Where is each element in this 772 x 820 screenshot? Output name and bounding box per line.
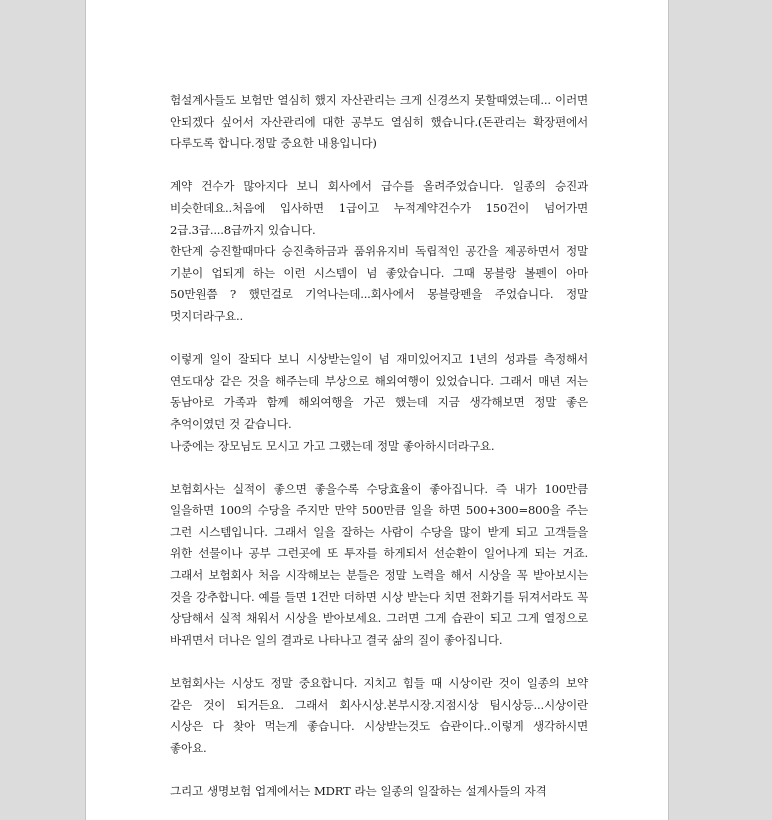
paragraph-mdrt: 그리고 생명보험 업계에서는 MDRT 라는 일종의 일잘하는 설계사들의 자격	[170, 784, 547, 798]
paragraph-commission-efficiency: 보험회사는 실적이 좋으면 좋을수록 수당효율이 좋아집니다. 즉 내가 100만큼 일을하면 100의 수당을 주지만 만약 500만큼 일을 하면 500+300=800을 주는 그런 시스템입니다. 그래서 일을 잘하는 사람이 수당을 많이 받게 되고 고객들을 위한 선물이나 공부 그런곳에 또 투자를 하게되서 선순환이 일어나게 되는 거죠. 그래서 보험회사 처음 시작해보는 분들은 정말 노력을 해서 시상을 꼭 받아보시는 것을 강추합니다. 예를 들면 1건만 더하면 시상 받는다 치면 전화기를 뒤져서라도 꼭 상담해서 실적 채워서 시상을 받아보세요. 그러면 그게 습관이 되고 그게 열정으로 바뀌면서 더나은 일의 결과로 나타나고 결국 삶의 질이 좋아집니다.	[170, 481, 588, 647]
page-content	[170, 90, 588, 820]
paragraph-awards-importance: 보험회사는 시상도 정말 중요합니다. 지치고 힘들 때 시상이란 것이 일종의 보약 같은 것이 되거든요. 그래서 회사시상.본부시장.지점시상 팀시상등...시상이란 시상은 다 찾아 먹는게 좋습니다. 시상받는것도 습관이다..이렇게 생각하시면 좋아요.	[170, 676, 588, 755]
paragraph-promotion-rewards: 한단계 승진할때마다 승진축하금과 품위유지비 독립적인 공간을 제공하면서 정말 기분이 업되게 하는 이런 시스템이 넘 좋았습니다. 그때 몽블랑 볼펜이 아마 50만원쯤 ? 했던걸로 기억나는데...회사에서 몽블랑펜을 주었습니다. 정말 멋지더라구요..	[170, 244, 588, 323]
paragraph-promotion-grades: 계약 건수가 많아지다 보니 회사에서 급수를 올려주었습니다. 일종의 승진과 비슷한데요..처음에 입사하면 1급이고 누적계약건수가 150건이 넘어가면 2급.3급....8급까지 있습니다.	[170, 179, 588, 237]
paragraph-overseas-trip: 이렇게 일이 잘되다 보니 시상받는일이 넘 재미있어지고 1년의 성과를 측정해서 연도대상 같은 것을 해주는데 부상으로 해외여행이 있었습니다. 그래서 매년 저는 동남아로 가족과 함께 해외여행을 가곤 했는데 지금 생각해보면 정말 좋은 추억이였던 것 같습니다.	[170, 352, 588, 431]
paragraph-asset-management: 험설계사들도 보험만 열심히 했지 자산관리는 크게 신경쓰지 못할때였는데... 이러면 안되겠다 싶어서 자산관리에 대한 공부도 열심히 했습니다.(돈관리는 확장편에서 다루도록 합니다.정말 중요한 내용입니다)	[170, 93, 588, 151]
document-page	[85, 0, 669, 820]
paragraph-mother-in-law: 나중에는 장모님도 모시고 가고 그랬는데 정말 좋아하시더라구요.	[170, 438, 495, 453]
